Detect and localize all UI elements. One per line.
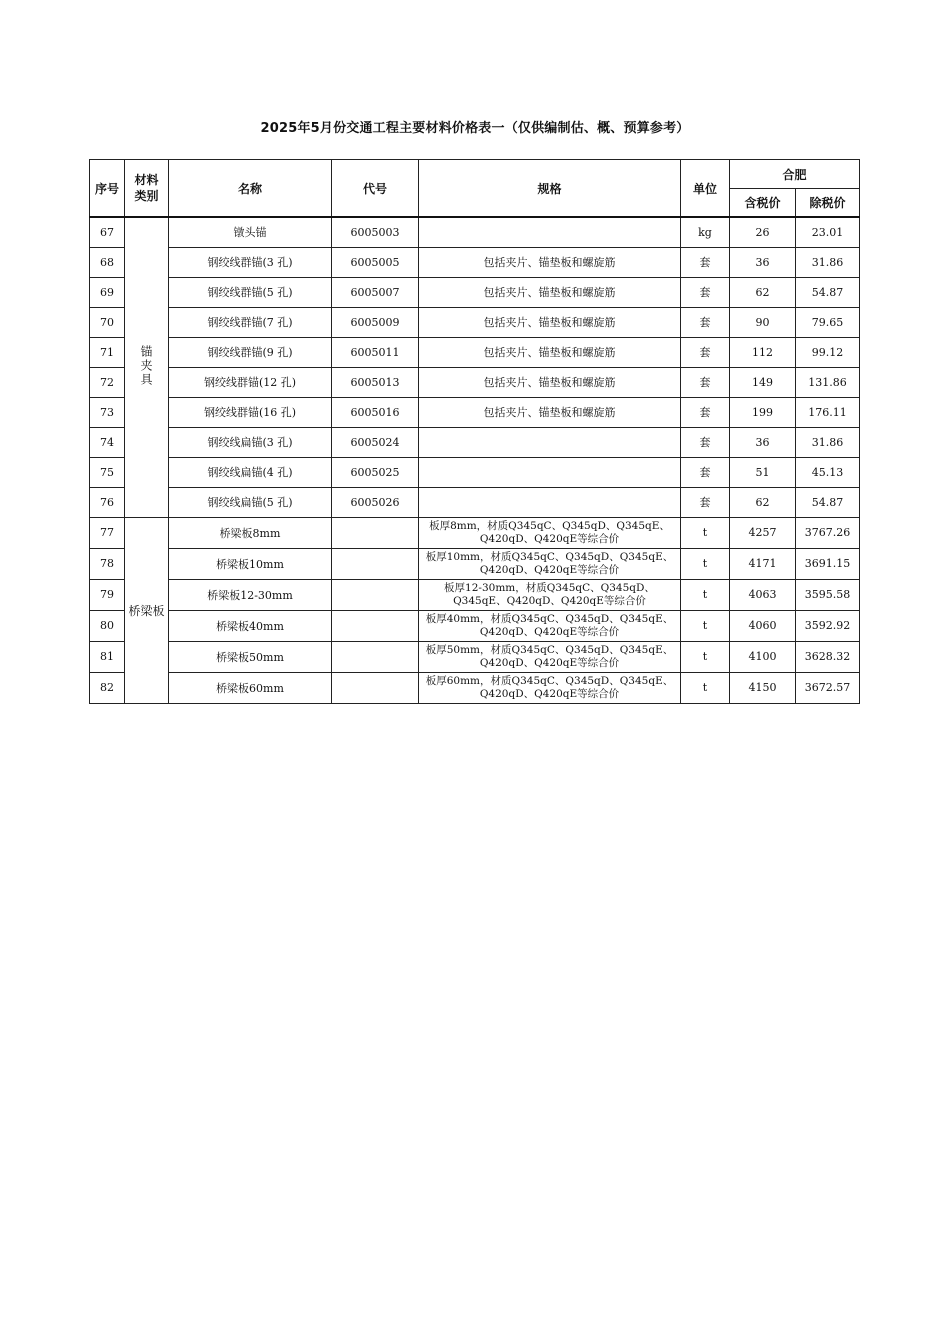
cell-unit: t [681, 641, 730, 672]
cell-unit: kg [681, 217, 730, 247]
cell-code: 6005016 [332, 397, 419, 427]
table-row [90, 517, 860, 548]
cell-unit: 套 [681, 457, 730, 487]
cell-seq: 76 [90, 487, 125, 517]
cell-code: 6005024 [332, 427, 419, 457]
spec-text: 包括夹片、锚垫板和螺旋筋 [483, 346, 616, 359]
cell-seq: 68 [90, 247, 125, 277]
cell-name: 桥梁板50mm [169, 641, 332, 672]
cell-unit: t [681, 579, 730, 610]
cell-seq: 69 [90, 277, 125, 307]
cell-price-without-tax: 3691.15 [796, 548, 860, 579]
cell-category [125, 217, 169, 517]
cell-spec [419, 337, 681, 367]
cell-code [332, 548, 419, 579]
cell-unit: t [681, 517, 730, 548]
cell-unit: 套 [681, 397, 730, 427]
cell-category [125, 517, 169, 703]
table-body [90, 217, 860, 703]
cell-seq: 77 [90, 517, 125, 548]
spec-text: 包括夹片、锚垫板和螺旋筋 [483, 256, 616, 269]
spec-text: 板厚8mm，材质Q345qC、Q345qD、Q345qE、Q420qD、Q420qE等综合价 [429, 519, 670, 545]
header-seq: 序号 [90, 160, 125, 218]
cell-spec [419, 427, 681, 457]
cell-price-with-tax: 90 [730, 307, 796, 337]
cell-unit: 套 [681, 337, 730, 367]
spec-text: 板厚60mm，材质Q345qC、Q345qD、Q345qE、Q420qD、Q420qE等综合价 [425, 674, 674, 700]
cell-unit: 套 [681, 487, 730, 517]
cell-price-without-tax: 3628.32 [796, 641, 860, 672]
cell-unit: 套 [681, 307, 730, 337]
cell-spec [419, 487, 681, 517]
category-label: 锚夹具 [139, 344, 153, 387]
cell-seq: 79 [90, 579, 125, 610]
cell-name: 钢绞线群锚(7 孔) [169, 307, 332, 337]
cell-name: 桥梁板40mm [169, 610, 332, 641]
table-row [90, 672, 860, 703]
cell-spec [419, 277, 681, 307]
cell-name: 钢绞线扁锚(5 孔) [169, 487, 332, 517]
spec-text: 包括夹片、锚垫板和螺旋筋 [483, 286, 616, 299]
cell-price-with-tax: 4063 [730, 579, 796, 610]
cell-price-without-tax: 31.86 [796, 247, 860, 277]
cell-name: 钢绞线群锚(9 孔) [169, 337, 332, 367]
cell-code: 6005005 [332, 247, 419, 277]
cell-price-with-tax: 62 [730, 487, 796, 517]
cell-price-with-tax: 112 [730, 337, 796, 367]
cell-spec [419, 548, 681, 579]
table-row [90, 610, 860, 641]
cell-unit: 套 [681, 367, 730, 397]
cell-name: 桥梁板60mm [169, 672, 332, 703]
header-code: 代号 [332, 160, 419, 218]
cell-spec [419, 397, 681, 427]
cell-unit: 套 [681, 247, 730, 277]
spec-text: 板厚50mm，材质Q345qC、Q345qD、Q345qE、Q420qD、Q420qE等综合价 [425, 643, 674, 669]
cell-price-with-tax: 4060 [730, 610, 796, 641]
cell-seq: 82 [90, 672, 125, 703]
cell-code [332, 579, 419, 610]
cell-code: 6005026 [332, 487, 419, 517]
cell-code: 6005009 [332, 307, 419, 337]
spec-text: 板厚40mm，材质Q345qC、Q345qD、Q345qE、Q420qD、Q420qE等综合价 [425, 612, 674, 638]
cell-price-without-tax: 45.13 [796, 457, 860, 487]
cell-name: 钢绞线群锚(3 孔) [169, 247, 332, 277]
cell-price-without-tax: 54.87 [796, 277, 860, 307]
table-row [90, 579, 860, 610]
header-category [125, 160, 169, 218]
cell-spec [419, 307, 681, 337]
table-row [90, 487, 860, 517]
cell-price-without-tax: 54.87 [796, 487, 860, 517]
cell-price-with-tax: 51 [730, 457, 796, 487]
cell-unit: t [681, 672, 730, 703]
cell-seq: 70 [90, 307, 125, 337]
cell-seq: 72 [90, 367, 125, 397]
cell-code: 6005007 [332, 277, 419, 307]
cell-code [332, 610, 419, 641]
page-title: 2025年5月份交通工程主要材料价格表一（仅供编制估、概、预算参考） [260, 121, 690, 136]
cell-unit: 套 [681, 277, 730, 307]
cell-seq: 75 [90, 457, 125, 487]
cell-price-without-tax: 31.86 [796, 427, 860, 457]
cell-name: 钢绞线群锚(5 孔) [169, 277, 332, 307]
cell-code: 6005011 [332, 337, 419, 367]
cell-price-without-tax: 3595.58 [796, 579, 860, 610]
cell-price-with-tax: 62 [730, 277, 796, 307]
cell-name: 镦头锚 [169, 217, 332, 247]
cell-seq: 78 [90, 548, 125, 579]
cell-code: 6005013 [332, 367, 419, 397]
price-table [89, 159, 860, 704]
cell-seq: 73 [90, 397, 125, 427]
header-name: 名称 [169, 160, 332, 218]
cell-name: 桥梁板8mm [169, 517, 332, 548]
table-row [90, 217, 860, 247]
header-price-without-tax: 除税价 [796, 189, 860, 218]
cell-spec [419, 367, 681, 397]
cell-seq: 71 [90, 337, 125, 367]
table-row [90, 427, 860, 457]
cell-code [332, 672, 419, 703]
cell-price-with-tax: 199 [730, 397, 796, 427]
header-region: 合肥 [730, 160, 860, 189]
cell-spec [419, 517, 681, 548]
spec-text: 包括夹片、锚垫板和螺旋筋 [483, 376, 616, 389]
cell-price-without-tax: 3592.92 [796, 610, 860, 641]
cell-spec [419, 457, 681, 487]
cell-price-without-tax: 3672.57 [796, 672, 860, 703]
header-price-with-tax: 含税价 [730, 189, 796, 218]
cell-code: 6005003 [332, 217, 419, 247]
cell-seq: 80 [90, 610, 125, 641]
table-row [90, 397, 860, 427]
cell-spec [419, 610, 681, 641]
cell-code [332, 517, 419, 548]
cell-seq: 81 [90, 641, 125, 672]
cell-seq: 74 [90, 427, 125, 457]
cell-price-with-tax: 26 [730, 217, 796, 247]
cell-price-with-tax: 4171 [730, 548, 796, 579]
cell-price-with-tax: 149 [730, 367, 796, 397]
cell-name: 桥梁板12-30mm [169, 579, 332, 610]
cell-unit: t [681, 610, 730, 641]
cell-spec [419, 672, 681, 703]
cell-price-without-tax: 23.01 [796, 217, 860, 247]
cell-price-with-tax: 4257 [730, 517, 796, 548]
table-row [90, 457, 860, 487]
header-spec: 规格 [419, 160, 681, 218]
cell-price-with-tax: 36 [730, 427, 796, 457]
cell-spec [419, 217, 681, 247]
cell-name: 钢绞线群锚(16 孔) [169, 397, 332, 427]
table-row [90, 277, 860, 307]
header-category-label: 材料类别 [134, 173, 159, 203]
cell-name: 钢绞线扁锚(3 孔) [169, 427, 332, 457]
table-row [90, 367, 860, 397]
cell-name: 钢绞线群锚(12 孔) [169, 367, 332, 397]
cell-code: 6005025 [332, 457, 419, 487]
cell-spec [419, 579, 681, 610]
table-row [90, 641, 860, 672]
cell-price-with-tax: 36 [730, 247, 796, 277]
spec-text: 板厚10mm，材质Q345qC、Q345qD、Q345qE、Q420qD、Q420qE等综合价 [425, 550, 674, 576]
category-label: 桥梁板 [128, 603, 165, 618]
cell-spec [419, 641, 681, 672]
cell-seq: 67 [90, 217, 125, 247]
cell-name: 钢绞线扁锚(4 孔) [169, 457, 332, 487]
cell-price-with-tax: 4150 [730, 672, 796, 703]
cell-price-with-tax: 4100 [730, 641, 796, 672]
table-row [90, 307, 860, 337]
spec-text: 包括夹片、锚垫板和螺旋筋 [483, 316, 616, 329]
table-header [90, 160, 860, 218]
table-row [90, 548, 860, 579]
cell-price-without-tax: 99.12 [796, 337, 860, 367]
table-row [90, 337, 860, 367]
header-unit: 单位 [681, 160, 730, 218]
cell-name: 桥梁板10mm [169, 548, 332, 579]
cell-code [332, 641, 419, 672]
spec-text: 板厚12-30mm，材质Q345qC、Q345qD、Q345qE、Q420qD、Q420qE等综合价 [444, 581, 655, 607]
table-row [90, 247, 860, 277]
cell-price-without-tax: 131.86 [796, 367, 860, 397]
cell-spec [419, 247, 681, 277]
cell-price-without-tax: 79.65 [796, 307, 860, 337]
cell-price-without-tax: 176.11 [796, 397, 860, 427]
cell-price-without-tax: 3767.26 [796, 517, 860, 548]
cell-unit: 套 [681, 427, 730, 457]
spec-text: 包括夹片、锚垫板和螺旋筋 [483, 406, 616, 419]
cell-unit: t [681, 548, 730, 579]
